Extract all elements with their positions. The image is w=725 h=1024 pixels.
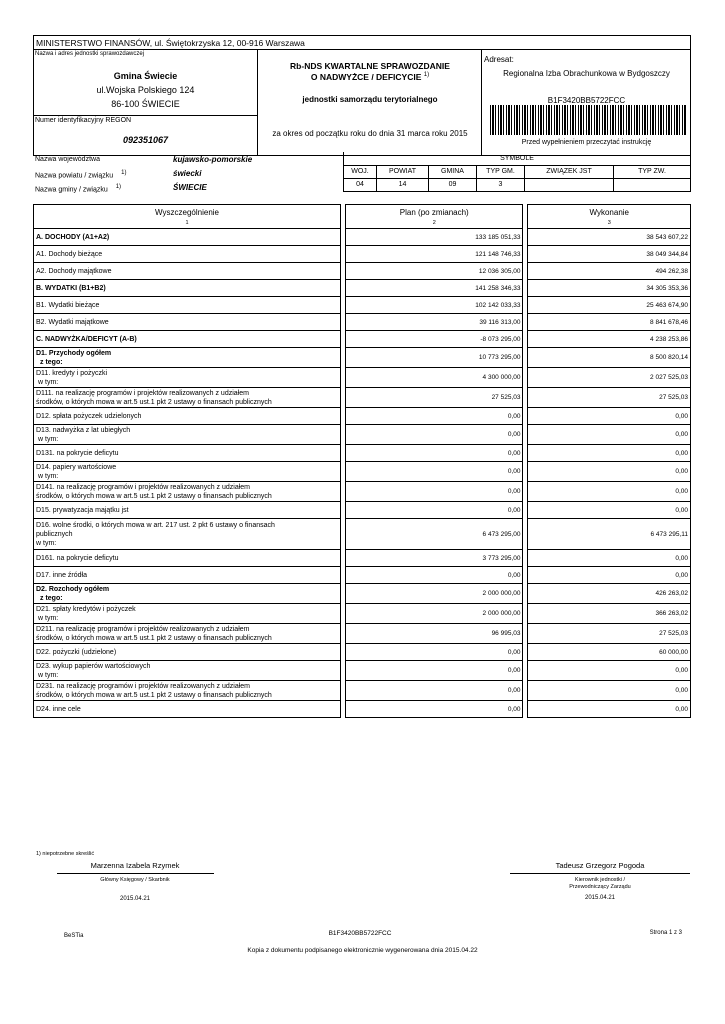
row-exec-value: 25 463 674,90 (528, 297, 691, 314)
table-row (34, 263, 691, 280)
copy-note: Kopia z dokumentu podpisanego elektronicznie wygenerowana dnia 2015.04.22 (247, 947, 478, 954)
row-description: D16. wolne środki, o których mowa w art. 217 ust. 2 pkt 6 ustawy o finansach publicznych w tym: (34, 519, 341, 550)
unit-name: Gmina Świecie (113, 71, 178, 81)
table-row (34, 408, 691, 425)
row-description: D211. na realizację programów i projektów realizowanych z udziałem środków, o których mowa w art.5 ust.1 pkt 2 ustawy o finansach publicznych (34, 624, 341, 644)
table-row (34, 331, 691, 348)
report-title-block (258, 50, 482, 156)
row-exec-value: 494 262,38 (528, 263, 691, 280)
commune-label: Nazwa gminy / związku $^{1)}$ (35, 184, 122, 194)
row-exec-value: 0,00 (528, 425, 691, 445)
row-plan-value: 0,00 (346, 502, 523, 519)
row-description: D11. kredyty i pożyczki w tym: (34, 368, 341, 388)
row-description: C. NADWYŻKA/DEFICYT (A-B) (34, 331, 341, 348)
row-plan-value: 10 773 295,00 (346, 348, 523, 368)
row-description: D231. na realizację programów i projektów realizowanych z udziałem środków, o których mowa w art.5 ust.1 pkt 2 ustawy o finansach publicznych (34, 681, 341, 701)
unit-name-label: Nazwa i adres jednostki sprawozdawczej (35, 51, 145, 57)
symbol-header-typgm: TYP GM. (477, 165, 525, 178)
row-exec-value: 38 543 607,22 (528, 229, 691, 246)
symbol-header-zwiazek: ZWIĄZEK JST (525, 165, 614, 178)
voivodeship-value: kujawsko-pomorskie (173, 155, 253, 164)
report-title-1: Rb-NDS KWARTALNE SPRAWOZDANIE (290, 61, 450, 71)
unit-city: 86-100 ŚWIECIE (111, 99, 180, 109)
row-exec-value: 4 238 253,86 (528, 331, 691, 348)
row-plan-value: 96 995,03 (346, 624, 523, 644)
symbol-value-typgm: 3 (477, 178, 525, 191)
symbol-value-gmina: 09 (429, 178, 477, 191)
report-period: za okres od początku roku do dnia 31 marca roku 2015 (272, 129, 468, 138)
row-exec-value: 0,00 (528, 408, 691, 425)
row-plan-value: 121 148 746,33 (346, 246, 523, 263)
symbol-header-typzw: TYP ZW. (614, 165, 691, 178)
row-description: D24. inne cele (34, 701, 341, 718)
row-exec-value: 0,00 (528, 661, 691, 681)
row-exec-value: 34 305 353,36 (528, 280, 691, 297)
footer-doc-code: B1F3420BB5722FCC (328, 930, 392, 937)
row-exec-value: 27 525,03 (528, 388, 691, 408)
col-header-exec: Wykonanie (528, 205, 691, 220)
row-description: D23. wykup papierów wartościowych w tym: (34, 661, 341, 681)
row-description: D14. papiery wartościowe w tym: (34, 462, 341, 482)
table-row (34, 368, 691, 388)
row-exec-value: 0,00 (528, 445, 691, 462)
instruction-note: Przed wypełnieniem przeczytać instrukcję (521, 139, 652, 146)
row-exec-value: 8 500 820,14 (528, 348, 691, 368)
row-description: B. WYDATKI (B1+B2) (34, 280, 341, 297)
row-plan-value: 0,00 (346, 482, 523, 502)
document-code: B1F3420BB5722FCC (547, 96, 626, 105)
col-num-3: 3 (528, 220, 691, 229)
table-row (34, 681, 691, 701)
left-signatory-name: Marzenna Izabela Rzymek (90, 861, 180, 870)
row-description: D17. inne źródła (34, 567, 341, 584)
table-row (34, 644, 691, 661)
table-row (34, 246, 691, 263)
row-exec-value: 366 263,02 (528, 604, 691, 624)
location-block (33, 154, 343, 194)
row-description: D12. spłata pożyczek udzielonych (34, 408, 341, 425)
voivodeship-label: Nazwa województwa (35, 156, 100, 163)
row-description: D21. spłaty kredytów i pożyczek w tym: (34, 604, 341, 624)
report-table (33, 204, 691, 718)
row-description: A. DOCHODY (A1+A2) (34, 229, 341, 246)
symbol-value-powiat: 14 (377, 178, 429, 191)
table-row (34, 519, 691, 550)
row-exec-value: 426 263,02 (528, 584, 691, 604)
row-plan-value: 141 258 346,33 (346, 280, 523, 297)
table-row (34, 584, 691, 604)
county-label: Nazwa powiatu / związku $^{1)}$ (35, 170, 127, 180)
row-exec-value: 2 027 525,03 (528, 368, 691, 388)
row-description: D22. pożyczki (udzielone) (34, 644, 341, 661)
row-plan-value: 133 185 051,33 (346, 229, 523, 246)
left-signatory-date: 2015.04.21 (119, 896, 151, 902)
symbol-value-typzw (614, 178, 691, 191)
row-exec-value: 38 049 344,84 (528, 246, 691, 263)
addressee-block (482, 50, 691, 156)
right-signatory-role-2: Przewodniczący Zarządu (569, 884, 631, 890)
table-row (34, 445, 691, 462)
table-row (34, 502, 691, 519)
row-exec-value: 0,00 (528, 550, 691, 567)
table-row (34, 567, 691, 584)
row-plan-value: 4 300 000,00 (346, 368, 523, 388)
symbols-title: SYMBOLE (344, 152, 691, 165)
row-description: D111. na realizację programów i projektów realizowanych z udziałem środków, o których mowa w art.5 ust.1 pkt 2 ustawy o finansach publicznych (34, 388, 341, 408)
software-name: BeSTia (64, 933, 84, 939)
row-exec-value: 60 000,00 (528, 644, 691, 661)
unit-street: ul.Wojska Polskiego 124 (96, 85, 195, 95)
barcode (490, 105, 686, 135)
row-plan-value: 2 000 000,00 (346, 584, 523, 604)
report-title-2: O NADWYŻCE / DEFICYCIE $^{1)}$ (310, 72, 430, 82)
row-plan-value: 12 036 305,00 (346, 263, 523, 280)
table-row (34, 701, 691, 718)
symbol-header-powiat: POWIAT (377, 165, 429, 178)
row-description: D141. na realizację programów i projektów realizowanych z udziałem środków, o których mowa w art.5 ust.1 pkt 2 ustawy o finansach publicznych (34, 482, 341, 502)
row-plan-value: 27 525,03 (346, 388, 523, 408)
row-description: D1. Przychody ogółem z tego: (34, 348, 341, 368)
row-exec-value: 27 525,03 (528, 624, 691, 644)
row-plan-value: 2 000 000,00 (346, 604, 523, 624)
col-header-desc: Wyszczególnienie (34, 205, 341, 220)
table-row (34, 314, 691, 331)
table-row (34, 604, 691, 624)
row-exec-value: 8 841 678,46 (528, 314, 691, 331)
table-row (34, 624, 691, 644)
row-plan-value: 102 142 033,33 (346, 297, 523, 314)
row-plan-value: 0,00 (346, 644, 523, 661)
table-row (34, 280, 691, 297)
row-exec-value: 0,00 (528, 462, 691, 482)
unit-info (33, 50, 258, 156)
table-row (34, 462, 691, 482)
symbol-value-woj: 04 (344, 178, 377, 191)
row-exec-value: 0,00 (528, 482, 691, 502)
row-description: B1. Wydatki bieżące (34, 297, 341, 314)
row-description: D131. na pokrycie deficytu (34, 445, 341, 462)
row-description: D161. na pokrycie deficytu (34, 550, 341, 567)
row-description: A1. Dochody bieżące (34, 246, 341, 263)
symbol-value-zwiazek (525, 178, 614, 191)
table-row (34, 661, 691, 681)
row-description: D13. nadwyżka z lat ubiegłych w tym: (34, 425, 341, 445)
row-plan-value: 0,00 (346, 661, 523, 681)
table-row (34, 348, 691, 368)
left-signatory-role: Główny Księgowy / Skarbnik (100, 877, 170, 883)
row-plan-value: -8 073 295,00 (346, 331, 523, 348)
row-plan-value: 0,00 (346, 425, 523, 445)
row-plan-value: 0,00 (346, 567, 523, 584)
right-signatory-name: Tadeusz Grzegorz Pogoda (555, 861, 645, 870)
right-signatory-date: 2015.04.21 (584, 895, 616, 901)
table-row (34, 388, 691, 408)
row-plan-value: 0,00 (346, 462, 523, 482)
table-row (34, 229, 691, 246)
row-exec-value: 0,00 (528, 502, 691, 519)
row-description: D2. Rozchody ogółem z tego: (34, 584, 341, 604)
ministry-address: MINISTERSTWO FINANSÓW, ul. Świętokrzyska 12, 00-916 Warszawa (33, 35, 691, 50)
table-row (34, 297, 691, 314)
row-description: A2. Dochody majątkowe (34, 263, 341, 280)
row-exec-value: 0,00 (528, 681, 691, 701)
col-num-2: 2 (346, 220, 523, 229)
row-exec-value: 0,00 (528, 567, 691, 584)
county-value: świecki (173, 169, 202, 178)
row-description: D15. prywatyzacja majątku jst (34, 502, 341, 519)
commune-value: ŚWIECIE (173, 183, 207, 192)
row-exec-value: 6 473 295,11 (528, 519, 691, 550)
row-plan-value: 39 116 313,00 (346, 314, 523, 331)
addressee-label: Adresat: (484, 55, 514, 64)
right-signatory-role-1: Kierownik jednostki / (574, 877, 626, 883)
row-plan-value: 3 773 295,00 (346, 550, 523, 567)
row-plan-value: 6 473 295,00 (346, 519, 523, 550)
symbols-table (343, 152, 691, 192)
regon-label: Numer identyfikacyjny REGON (35, 117, 132, 124)
report-subtitle: jednostki samorządu terytorialnego (302, 95, 438, 104)
row-plan-value: 0,00 (346, 408, 523, 425)
row-exec-value: 0,00 (528, 701, 691, 718)
regon-value: 092351067 (122, 135, 169, 145)
row-description: B2. Wydatki majątkowe (34, 314, 341, 331)
table-row (34, 550, 691, 567)
row-plan-value: 0,00 (346, 445, 523, 462)
row-plan-value: 0,00 (346, 681, 523, 701)
col-num-1: 1 (34, 220, 341, 229)
col-header-plan: Plan (po zmianach) (346, 205, 523, 220)
symbol-header-woj: WOJ. (344, 165, 377, 178)
page-number: Strona 1 z 3 (649, 930, 682, 936)
footnote: 1) niepotrzebne skreślić (36, 851, 95, 857)
symbol-header-gmina: GMINA (429, 165, 477, 178)
addressee-name: Regionalna Izba Obrachunkowa w Bydgoszczy (503, 69, 670, 78)
table-row (34, 482, 691, 502)
table-row (34, 425, 691, 445)
row-plan-value: 0,00 (346, 701, 523, 718)
